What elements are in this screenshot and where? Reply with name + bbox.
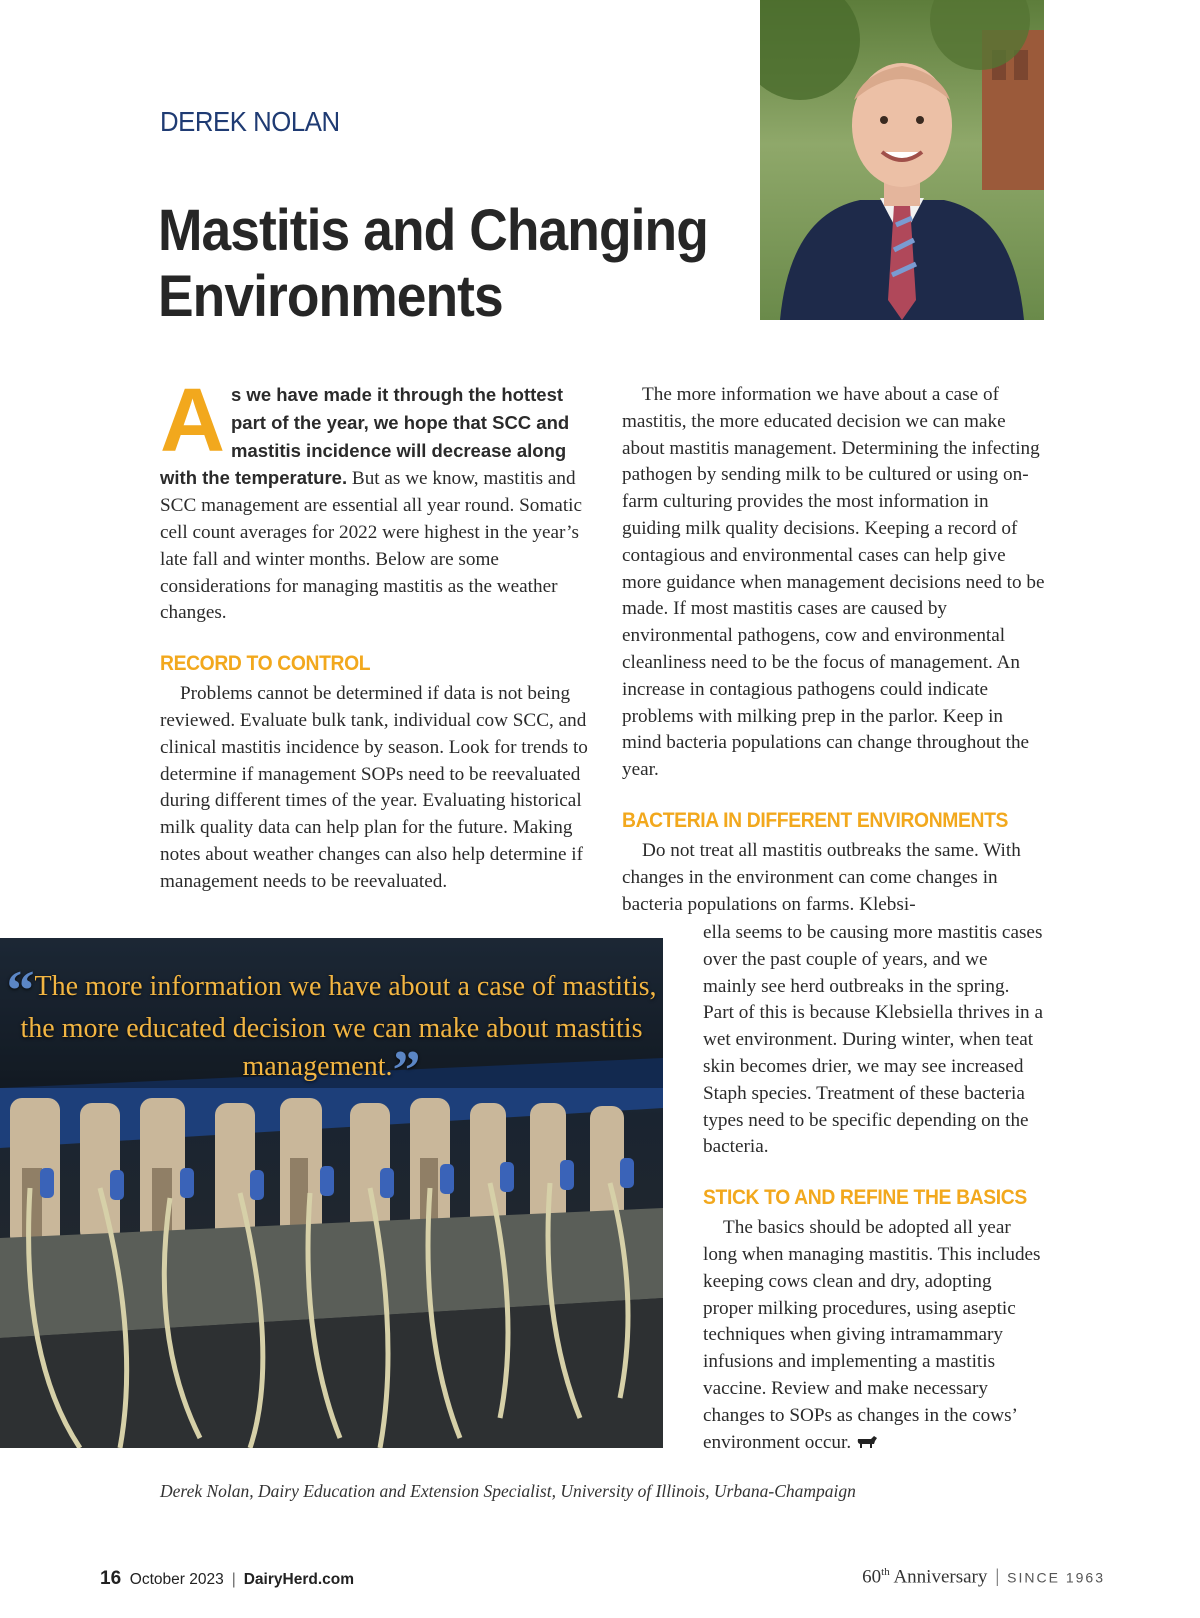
author-name: DEREK NOLAN — [160, 106, 340, 137]
page-number: 16 — [100, 1568, 122, 1589]
bacteria-body-part2: ella seems to be causing more mastitis cases over the past couple of years, and we mainly see herd outbreaks in the spring. Part of this is because Klebsiella thrives in a wet environment. During winter, when teat skin becomes drier, we may see increased Staph species. Treatment of these bacteria types need to be specific depending on the bacteria. — [703, 922, 1043, 1158]
author-bio-caption: Derek Nolan, Dairy Education and Extension Specialist, University of Illinois, Urbana-Champaign — [160, 1481, 856, 1501]
open-quote-icon: “ — [6, 960, 35, 1022]
anniversary-word: Anniversary — [893, 1566, 988, 1588]
since-label: SINCE 1963 — [1007, 1569, 1105, 1586]
footer-left — [100, 1568, 354, 1590]
footer-divider-right: | — [995, 1566, 1000, 1588]
intro-paragraph — [160, 371, 588, 627]
pull-quote — [0, 960, 663, 1102]
heading-stick-to-basics: STICK TO AND REFINE THE BASICS — [703, 1186, 1027, 1210]
article-title: Mastitis and Changing Environments — [158, 198, 708, 329]
footer-right — [862, 1566, 1105, 1588]
column-3 — [703, 920, 1045, 1456]
footer-divider: | — [231, 1571, 236, 1588]
anniversary-suffix: th — [881, 1566, 890, 1578]
issue-date: October 2023 — [129, 1571, 224, 1588]
drop-cap: A — [160, 371, 225, 471]
author-headshot — [760, 0, 1044, 320]
intro-body: But as we know, mastitis and SCC management are essential all year round. Somatic cell count averages for 2022 were highest in the year’s late fall and winter months. Below are some considerations for managing mastitis as the weather changes. — [160, 468, 583, 624]
heading-record-to-control: RECORD TO CONTROL — [160, 652, 371, 676]
information-paragraph: The more information we have about a case of mastitis, the more educated decision we can make about mastitis management. Determining the infecting pathogen by sending milk to be cultured or using on-farm culturing provides the most information in guiding milk quality decisions. Keeping a record of contagious and environmental cases can help give more guidance when management decisions need to be made. If most mastitis cases are caused by environmental pathogens, cow and environmental cleanliness need to be the focus of management. An increase in contagious pathogens could indicate problems with milking prep in the parlor. Keep in mind bacteria populations can change throughout the year. — [622, 384, 1045, 781]
intro-lead: s we have made it through the hottest part of the year, we hope that SCC and mastitis incidence will decrease along with the temperature. — [160, 384, 570, 489]
close-quote-icon: ” — [392, 1040, 421, 1102]
heading-bacteria-environments: BACTERIA IN DIFFERENT ENVIRONMENTS — [622, 808, 1009, 832]
bacteria-body-part1: Do not treat all mastitis outbreaks the same. With changes in the environment can come changes in bacteria populations on farms. Klebsi- — [622, 839, 1021, 915]
anniversary-number: 60 — [862, 1566, 882, 1588]
column-1 — [160, 371, 588, 896]
column-2 — [622, 382, 1046, 918]
pull-quote-text: The more information we have about a case of mastitis, the more educated decision we can make about mastitis management. — [20, 971, 657, 1082]
site-link[interactable]: DairyHerd.com — [243, 1571, 354, 1588]
basics-body: The basics should be adopted all year long when managing mastitis. This includes keeping cows clean and dry, adopting proper milking procedures, using aseptic techniques when giving intramammary infusions and implementing a mastitis vaccine. Review and make necessary changes to SOPs as changes in the cows’ environment occur. — [703, 1217, 1041, 1453]
record-to-control-body: Problems cannot be determined if data is not being reviewed. Evaluate bulk tank, individual cow SCC, and clinical mastitis incidence by season. Look for trends to determine if management SOPs need to be reevaluated during different times of the year. Evaluating historical milk quality data can help plan for the future. Making notes about weather changes can also help determine if management needs to be reevaluated. — [160, 683, 588, 892]
cow-icon — [856, 1432, 878, 1453]
